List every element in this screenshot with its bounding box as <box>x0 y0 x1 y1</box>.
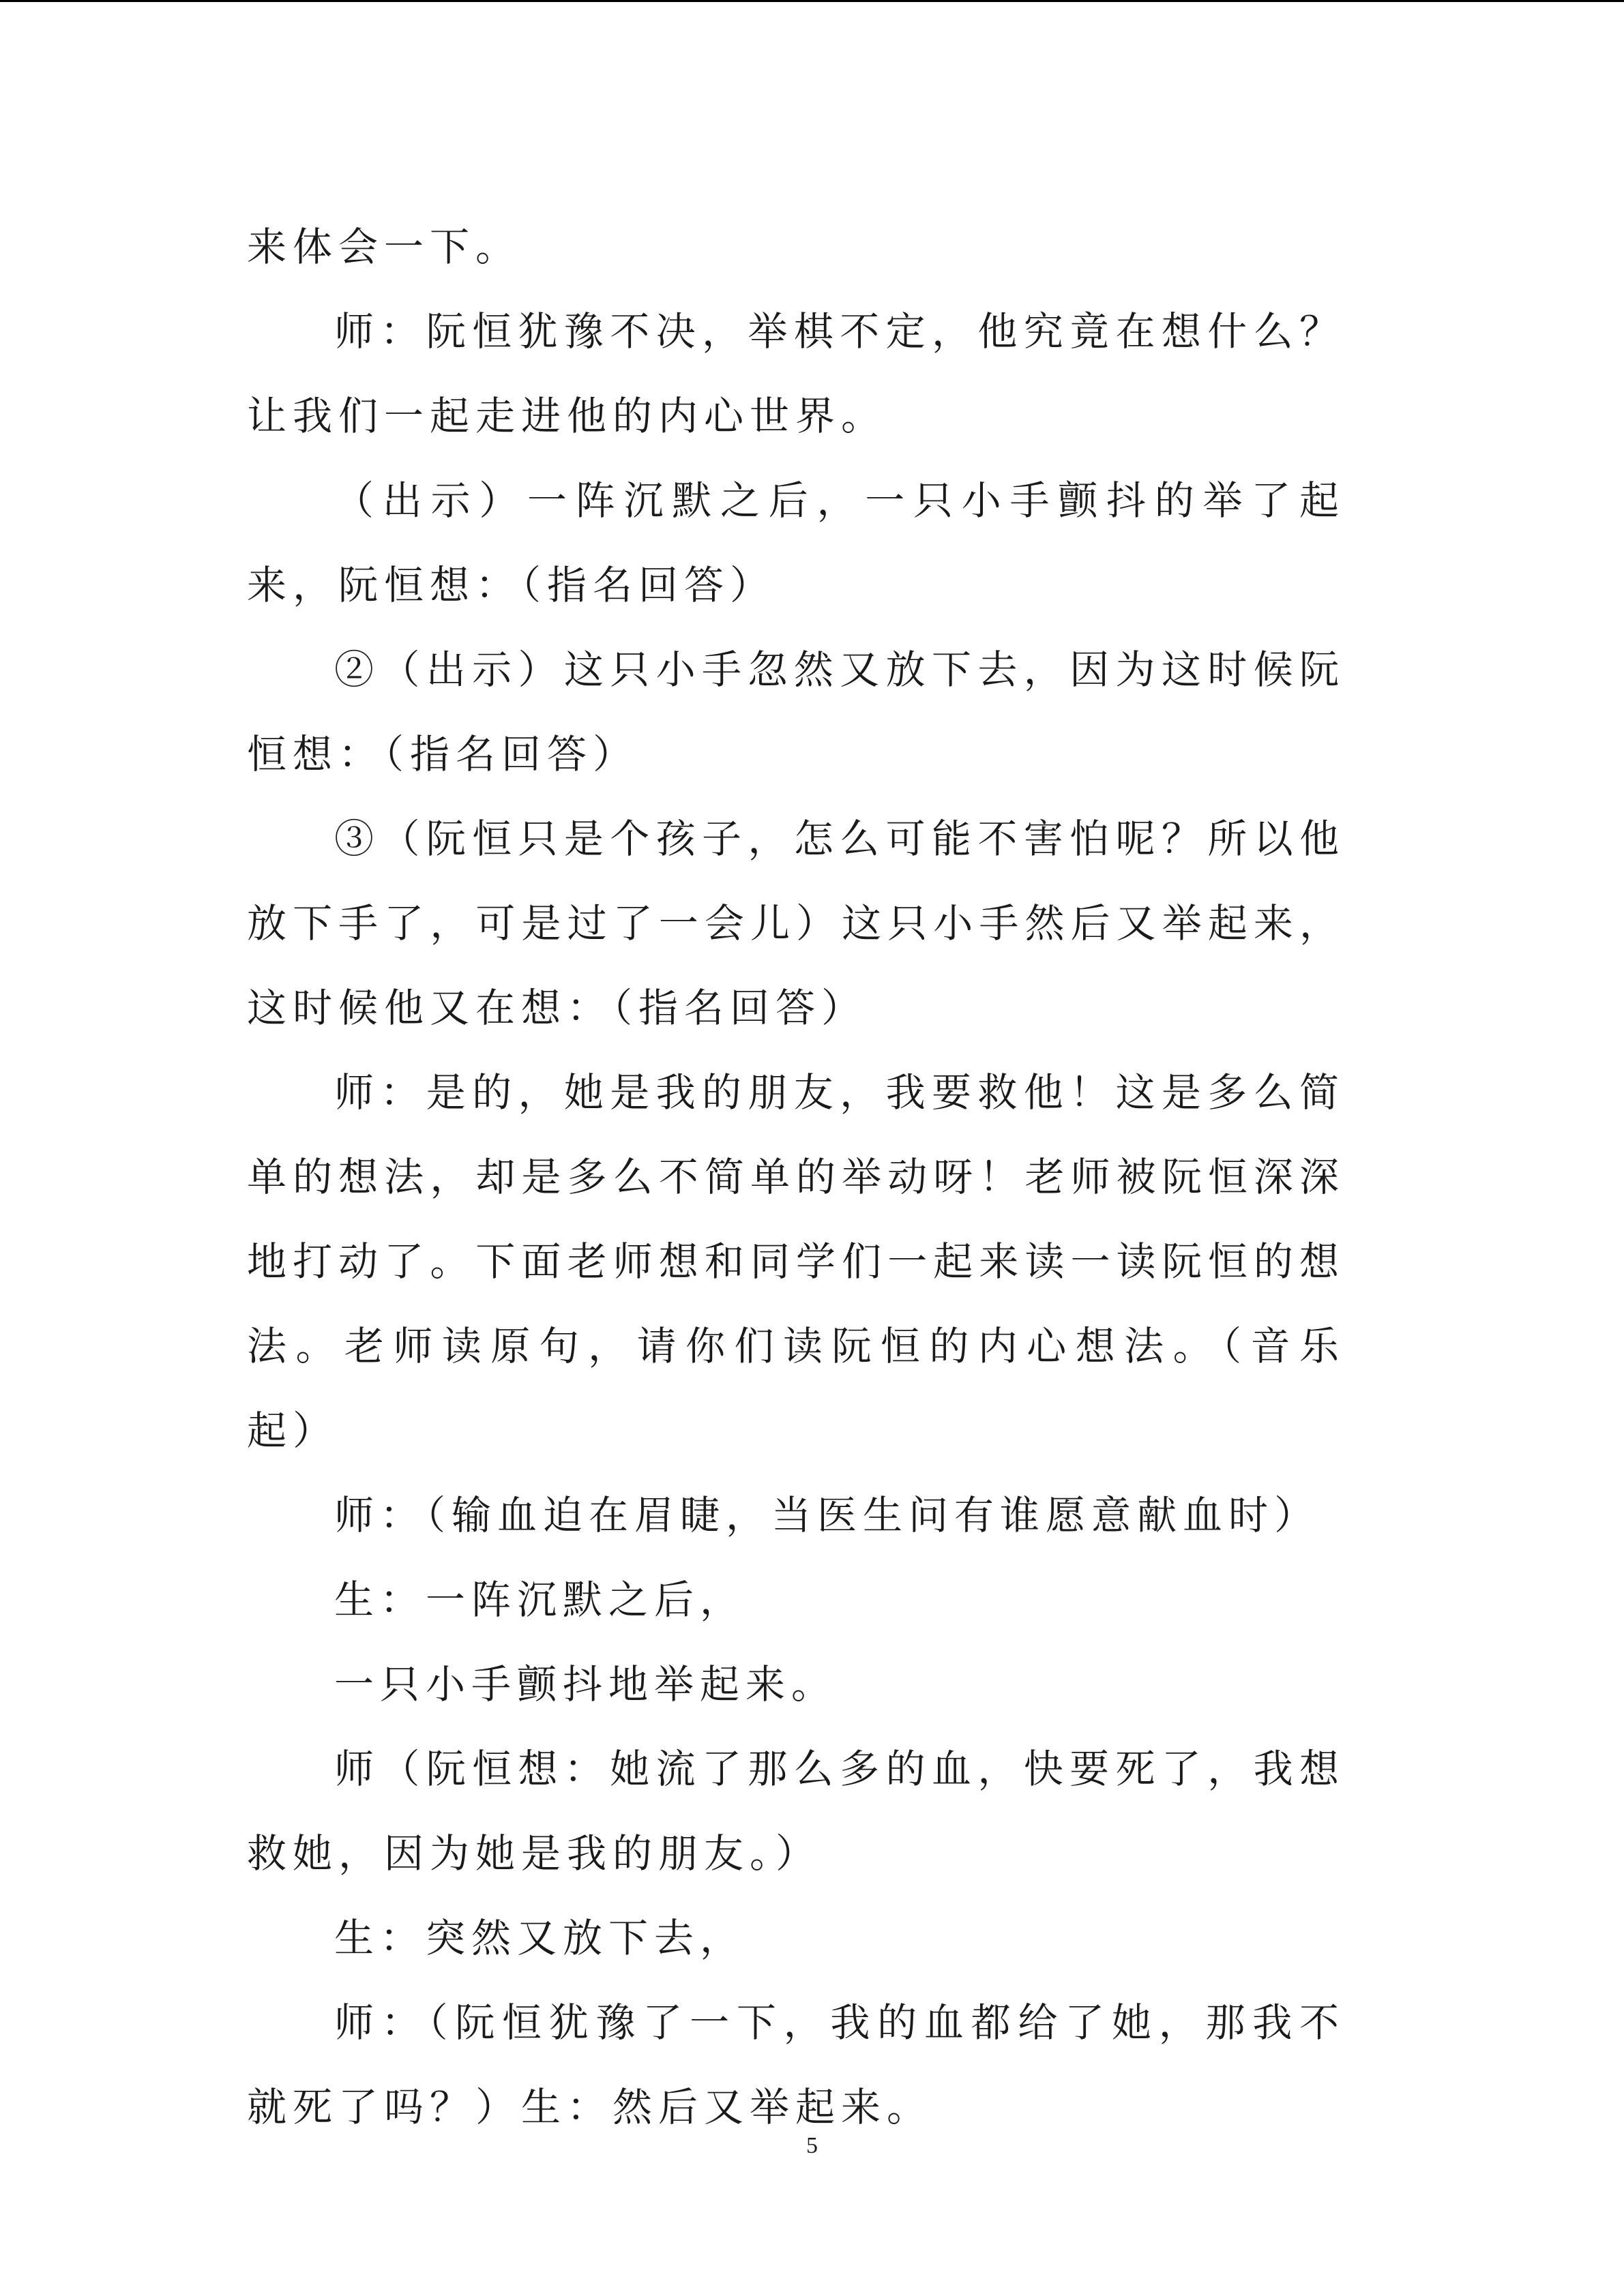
top-border-line <box>0 0 1624 2</box>
paragraph-4: ②（出示）这只小手忽然又放下去，因为这时候阮恒想：（指名回答） <box>247 646 1345 777</box>
paragraph-7: 师：（输血迫在眉睫，当医生问有谁愿意献血时） <box>334 1492 1320 1538</box>
paragraph-9: 一只小手颤抖地举起来。 <box>334 1661 838 1708</box>
paragraph-8: 生：一阵沉默之后， <box>334 1577 746 1623</box>
paragraph-2: 师：阮恒犹豫不决，举棋不定，他究竟在想什么？让我们一起走进他的内心世界。 <box>247 308 1345 439</box>
paragraph-12: 师：（阮恒犹豫了一下，我的血都给了她，那我不就死了吗？）生：然后又举起来。 <box>247 1999 1345 2130</box>
paragraph-3: （出示）一阵沉默之后，一只小手颤抖的举了起来，阮恒想：（指名回答） <box>247 477 1345 608</box>
page-number: 5 <box>806 2133 818 2158</box>
paragraph-6: 师：是的，她是我的朋友，我要救他！这是多么简单的想法，却是多么不简单的举动呀！老师被阮恒深深地打动了。下面老师想和同学们一起来读一读阮恒的想法。老师读原句，请你们读阮恒的内心想法。（音乐起） <box>247 1069 1345 1454</box>
paragraph-1: 来体会一下。 <box>247 224 522 270</box>
paragraph-11: 生：突然又放下去， <box>334 1915 746 1961</box>
paragraph-5: ③（阮恒只是个孩子，怎么可能不害怕呢？所以他放下手了，可是过了一会儿）这只小手然后又举起来，这时候他又在想：（指名回答） <box>247 816 1345 1031</box>
document-body <box>247 205 1345 2149</box>
paragraph-10: 师（阮恒想：她流了那么多的血，快要死了，我想救她，因为她是我的朋友。） <box>247 1746 1345 1877</box>
